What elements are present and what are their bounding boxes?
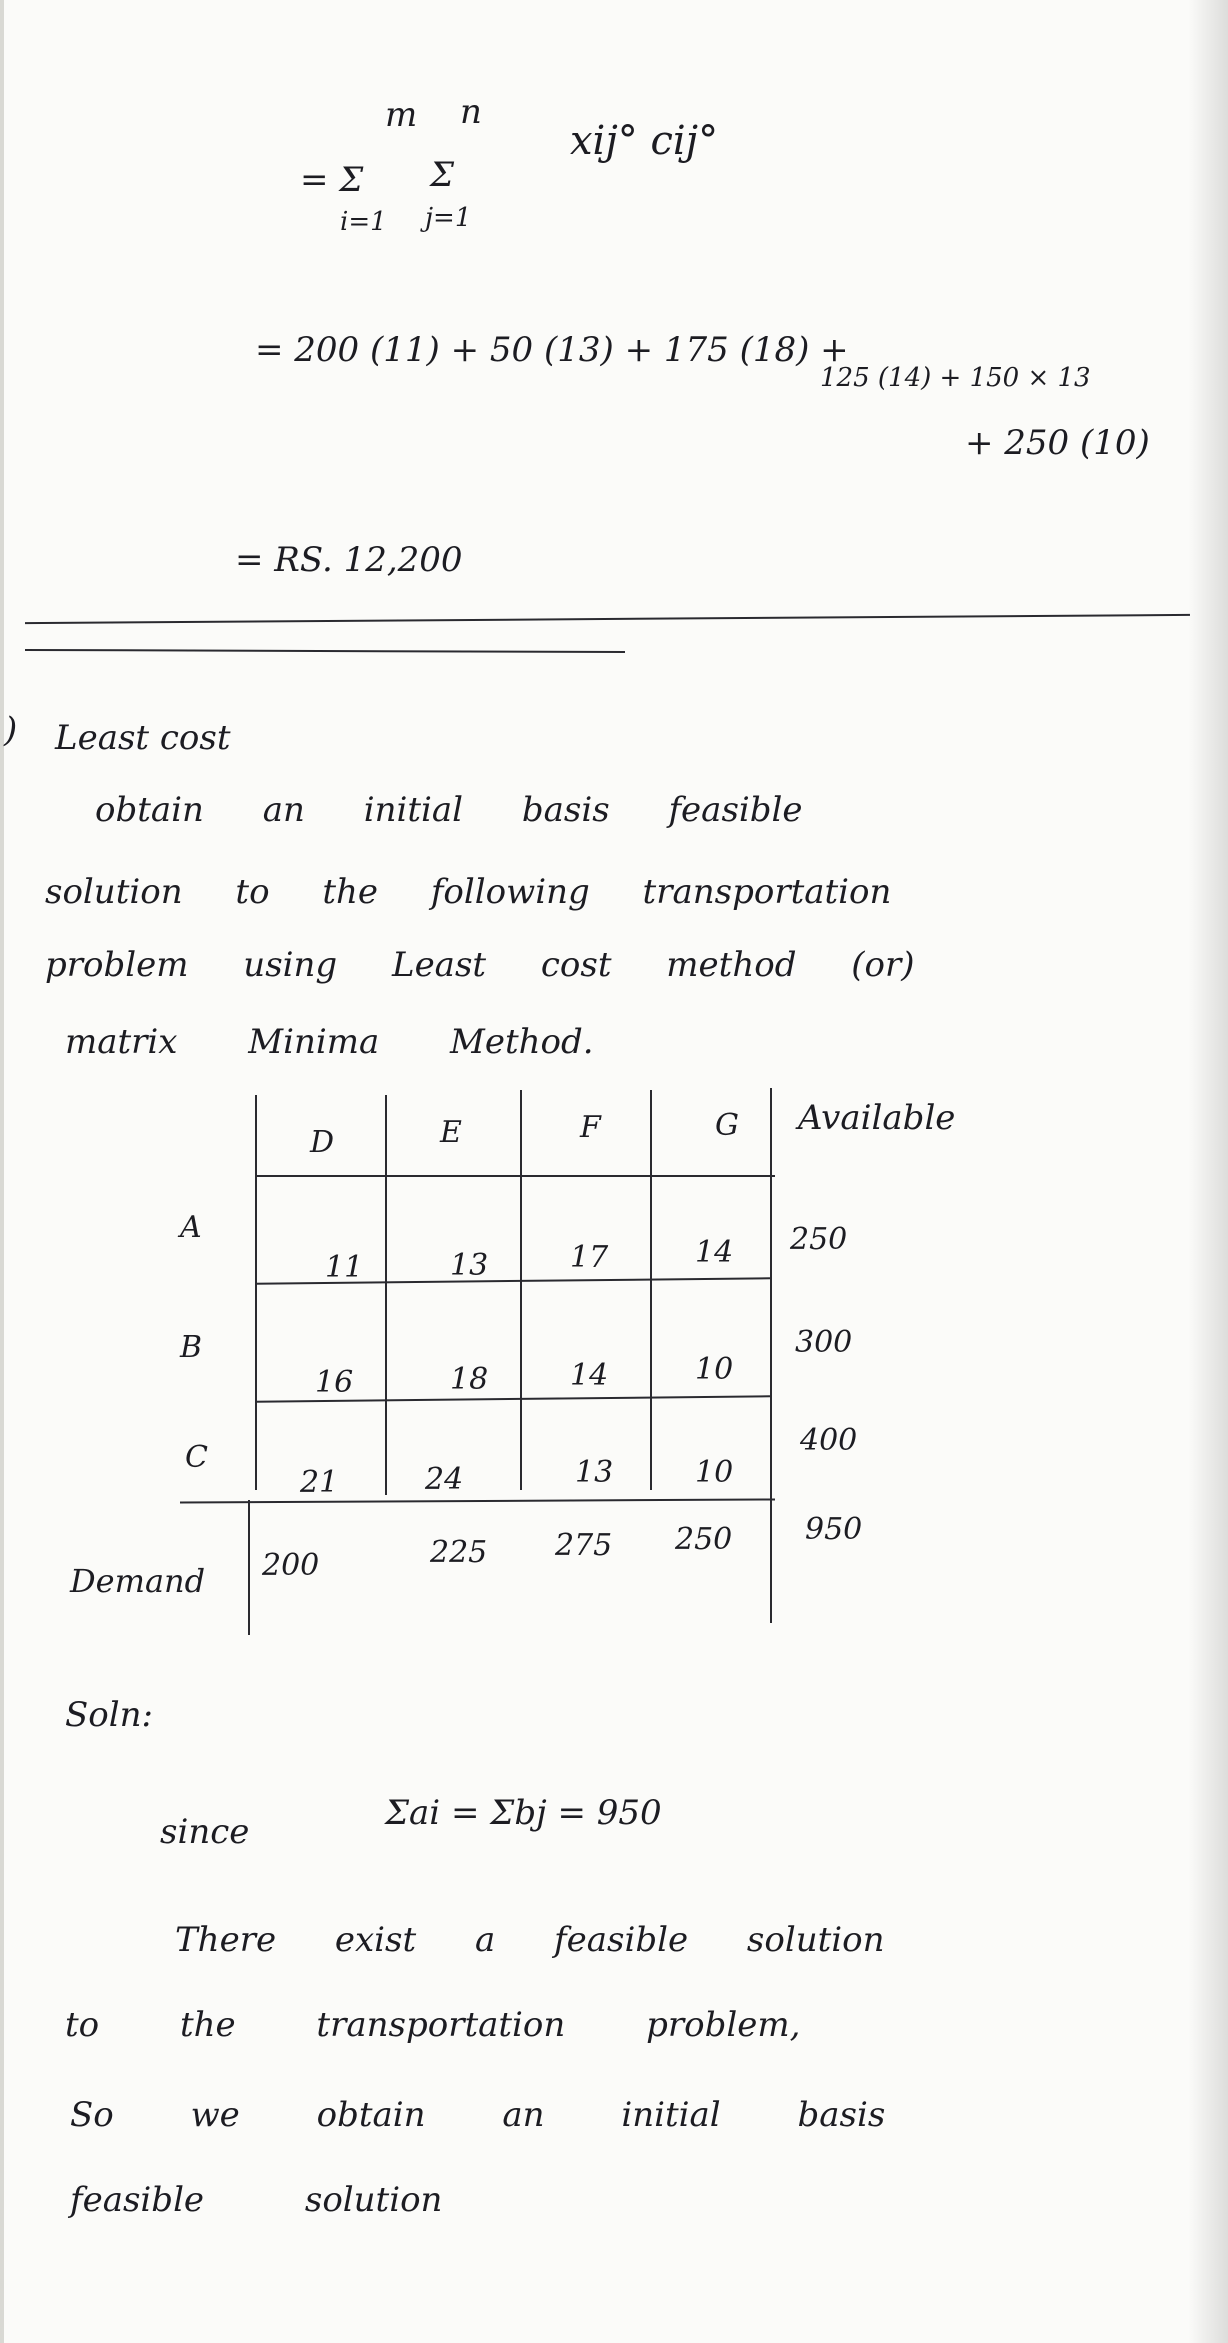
col-header-available: Available bbox=[798, 1098, 956, 1138]
available-b: 300 bbox=[795, 1325, 853, 1360]
solution-line-2: to the transportation problem, bbox=[65, 2005, 801, 2045]
calc-result: = RS. 12,200 bbox=[235, 540, 463, 580]
cost-cell: 16 bbox=[315, 1365, 354, 1400]
col-header-e: E bbox=[440, 1115, 462, 1150]
solution-since: since bbox=[160, 1812, 250, 1852]
demand-label: Demand bbox=[70, 1562, 206, 1600]
table-grid-line bbox=[180, 1498, 775, 1503]
cost-cell: 13 bbox=[575, 1455, 614, 1490]
table-grid-line bbox=[385, 1095, 387, 1495]
total-cell: 950 bbox=[805, 1512, 863, 1547]
table-grid-line bbox=[248, 1500, 250, 1635]
row-label-c: C bbox=[185, 1440, 208, 1475]
cost-cell: 14 bbox=[695, 1235, 734, 1270]
section-number: ) bbox=[4, 710, 18, 750]
divider-line-2 bbox=[25, 649, 625, 653]
sum-lower-j: j=1 bbox=[425, 203, 472, 233]
demand-cell: 275 bbox=[555, 1528, 613, 1563]
demand-cell: 225 bbox=[430, 1535, 488, 1570]
sum-lower-i: i=1 bbox=[340, 207, 387, 237]
section-title: Least cost bbox=[55, 718, 231, 758]
page-shadow bbox=[1188, 0, 1228, 2343]
table-grid-line bbox=[255, 1095, 257, 1490]
calc-line-3: + 250 (10) bbox=[965, 423, 1150, 463]
col-header-g: G bbox=[715, 1108, 739, 1143]
table-grid-line bbox=[650, 1090, 652, 1490]
problem-line-1: obtain an initial basis feasible bbox=[95, 790, 803, 830]
sum-upper-n: n bbox=[460, 92, 482, 132]
solution-line-3: So we obtain an initial basis bbox=[70, 2095, 886, 2135]
col-header-f: F bbox=[580, 1110, 601, 1145]
table-grid-line bbox=[255, 1175, 775, 1177]
solution-equation: Σai = Σbj = 950 bbox=[385, 1793, 662, 1833]
col-header-d: D bbox=[310, 1125, 335, 1160]
sum-term: xij° cij° bbox=[570, 118, 719, 164]
available-c: 400 bbox=[800, 1423, 858, 1458]
calc-line-1: = 200 (11) + 50 (13) + 175 (18) + bbox=[255, 330, 849, 370]
demand-cell: 200 bbox=[262, 1548, 320, 1583]
cost-cell: 24 bbox=[425, 1462, 464, 1497]
solution-line-4: feasible solution bbox=[70, 2180, 443, 2220]
table-grid-line bbox=[770, 1088, 772, 1623]
table-grid-line bbox=[520, 1090, 522, 1490]
problem-line-3: problem using Least cost method (or) bbox=[45, 945, 915, 985]
sum-sigma-1: = Σ bbox=[300, 160, 364, 200]
solution-line-1: There exist a feasible solution bbox=[175, 1920, 885, 1960]
calc-line-2: 125 (14) + 150 × 13 bbox=[820, 363, 1091, 393]
problem-line-4: matrix Minima Method. bbox=[65, 1022, 594, 1062]
page-edge bbox=[0, 0, 4, 2343]
divider-line bbox=[25, 614, 1190, 624]
cost-cell: 10 bbox=[695, 1352, 734, 1387]
cost-cell: 11 bbox=[325, 1250, 364, 1285]
cost-cell: 18 bbox=[450, 1362, 489, 1397]
cost-cell: 21 bbox=[300, 1465, 339, 1500]
demand-cell: 250 bbox=[675, 1522, 733, 1557]
solution-heading: Soln: bbox=[65, 1695, 153, 1735]
problem-line-2: solution to the following transportation bbox=[45, 872, 892, 912]
cost-cell: 10 bbox=[695, 1455, 734, 1490]
cost-cell: 13 bbox=[450, 1248, 489, 1283]
cost-cell: 17 bbox=[570, 1240, 609, 1275]
sum-sigma-2: Σ bbox=[430, 155, 455, 195]
row-label-a: A bbox=[180, 1210, 202, 1245]
row-label-b: B bbox=[180, 1330, 203, 1365]
available-a: 250 bbox=[790, 1222, 848, 1257]
cost-cell: 14 bbox=[570, 1358, 609, 1393]
sum-upper-m: m bbox=[385, 95, 418, 135]
